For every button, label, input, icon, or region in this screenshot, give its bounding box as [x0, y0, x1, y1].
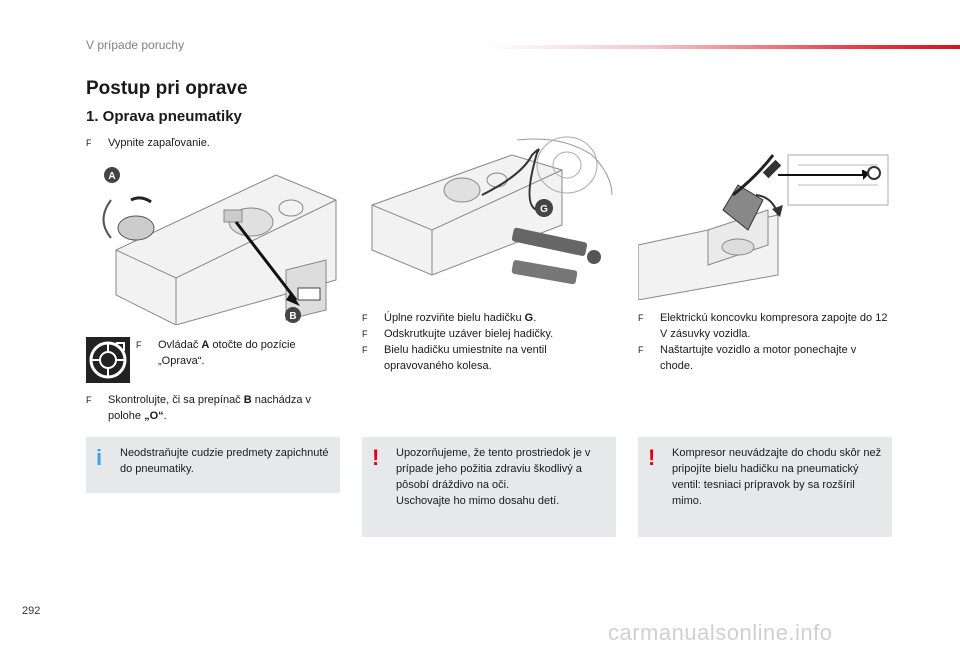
warning-icon: !	[648, 445, 656, 470]
compressor-illustration-dial	[86, 160, 340, 325]
warning-note-sealant: ! Upozorňujeme, že tento prostriedok je v prípade jeho požitia zdraviu škodlivý a pôsobí dráždivo na oči. Uschovajte ho mimo dosahu detí.	[362, 437, 616, 537]
bullet-icon: F	[638, 345, 644, 355]
info-note: i Neodstraňujte cudzie predmety zapichnuté do pneumatiky.	[86, 437, 340, 493]
page-title: Postup pri oprave	[86, 78, 248, 99]
bullet-icon: F	[362, 313, 368, 323]
bullet-icon: F	[362, 329, 368, 339]
repair-mode-icon	[86, 337, 130, 383]
bullet-icon: F	[86, 395, 92, 405]
section-header: V prípade poruchy	[86, 38, 185, 52]
warning-note-compressor: ! Kompresor neuvádzajte do chodu skôr než pripojíte bielu hadičku na pneumatický ventil: tesniaci prípravok by sa rozšíril mimo.	[638, 437, 892, 537]
step-check-switch: F Skontrolujte, či sa prepínač B nachádza v polohe „O“.	[86, 394, 312, 422]
bullet-icon: F	[136, 340, 142, 350]
header-accent-bar	[488, 45, 960, 49]
bullet-icon: F	[638, 313, 644, 323]
step-turn-dial: F Ovládač A otočte do pozície „Oprava“.	[136, 339, 296, 367]
svg-text:A: A	[108, 171, 116, 182]
bullet-icon: F	[86, 138, 92, 148]
bullet-icon: F	[362, 345, 368, 355]
page-number: 292	[22, 605, 41, 617]
hose-steps: F Úplne rozviňte bielu hadičku G. F Odskrutkujte uzáver bielej hadičky. F Bielu hadičku umiestnite na ventil opravovaného kolesa.	[362, 312, 554, 372]
plug-steps: F Elektrickú koncovku kompresora zapojte do 12 V zásuvky vozidla. F Naštartujte vozidlo a motor ponechajte v chode.	[638, 312, 888, 372]
section-title: 1. Oprava pneumatiky	[86, 108, 242, 125]
step-switch-off: F Vypnite zapaľovanie.	[86, 137, 210, 149]
svg-text:G: G	[540, 204, 548, 215]
compressor-illustration-hose	[362, 135, 616, 300]
compressor-illustration-plug	[638, 135, 892, 300]
warning-icon: !	[372, 445, 380, 470]
info-icon: i	[96, 445, 103, 470]
svg-text:B: B	[289, 311, 297, 322]
watermark: carmanualsonline.info	[608, 620, 833, 645]
